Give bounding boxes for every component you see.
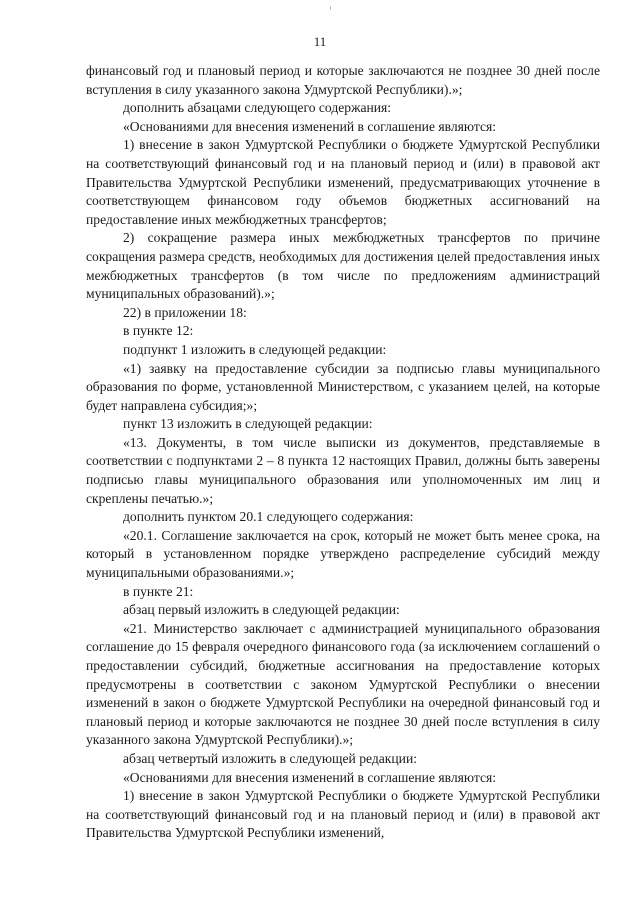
paragraph-instruction: дополнить пунктом 20.1 следующего содержания: <box>123 509 414 525</box>
paragraph-quoted-text: «1) заявку на предоставление субсидии за подписью главы муниципального образования по форме, установленной Министерством, с указанием целей, на которые будет направлена субсидия;»; <box>86 360 600 413</box>
paragraph-instruction: пункт 13 изложить в следующей редакции: <box>123 416 373 432</box>
paragraph-continuation: финансовый год и плановый период и которые заключаются не позднее 30 дней после вступления в силу указанного закона Удмуртской Республики).»; <box>86 63 600 97</box>
paragraph-instruction: дополнить абзацами следующего содержания: <box>123 100 392 116</box>
paragraph-instruction: в пункте 12: <box>123 323 194 339</box>
paragraph-quoted-text: «20.1. Соглашение заключается на срок, который не может быть менее срока, на который в установленном порядке утверждено распределение субсидий между муниципальными образованиями.»; <box>86 527 600 581</box>
paragraph-quote-intro: «Основаниями для внесения изменений в соглашение являются: <box>123 769 497 785</box>
paragraph-item-heading: 22) в приложении 18: <box>123 304 247 320</box>
document-body <box>86 62 600 843</box>
paragraph-instruction: абзац четвертый изложить в следующей редакции: <box>123 750 418 766</box>
paragraph-instruction: подпункт 1 изложить в следующей редакции: <box>123 341 387 357</box>
paragraph-quoted-text: «21. Министерство заключает с администрацией муниципального образования соглашение до 15 февраля очередного финансового года (за исключением соглашений о предоставлении субсидий, бюджетные ассигнования на предоставление которых предусмотрены в соответствии с законом Удмуртской Республики о внесении изменений в закон о бюджете Удмуртской Республики на очередной финансовый год и плановый период и которые заключаются не позднее 30 дней после вступления в силу указанного закона Удмуртской Республики).»; <box>86 620 600 748</box>
paragraph-instruction: в пункте 21: <box>123 583 194 599</box>
page-number: 11 <box>313 34 327 49</box>
paragraph-list-item: 2) сокращение размера иных межбюджетных трансфертов по причине сокращения размера средств, необходимых для достижения целей предоставления иных межбюджетных трансфертов (в том числе по предложениям администраций муниципальных образований).»; <box>86 230 600 302</box>
paragraph-quoted-text: «13. Документы, в том числе выписки из документов, представляемые в соответствии с подпунктами 2 – 8 пункта 12 настоящих Правил, должны быть заверены подписью главы муниципального образования или уполномоченных им лиц и скреплены печатью.»; <box>86 434 600 506</box>
paragraph-list-item: 1) внесение в закон Удмуртской Республики о бюджете Удмуртской Республики на соответствующий финансовый год и на плановый период и (или) в правовой акт Правительства Удмуртской Республики изменений, предусматривающих уточнение в соответствующем финансовом году объемов бюджетных ассигнований на предоставление иных межбюджетных трансфертов; <box>86 137 600 227</box>
paragraph-quote-intro: «Основаниями для внесения изменений в соглашение являются: <box>123 118 497 134</box>
paragraph-instruction: абзац первый изложить в следующей редакции: <box>123 602 400 618</box>
paragraph-list-item: 1) внесение в закон Удмуртской Республики о бюджете Удмуртской Республики на соответствующий финансовый год и на плановый период и (или) в правовой акт Правительства Удмуртской Республики изменений, <box>86 788 600 841</box>
scan-mark <box>330 6 331 10</box>
